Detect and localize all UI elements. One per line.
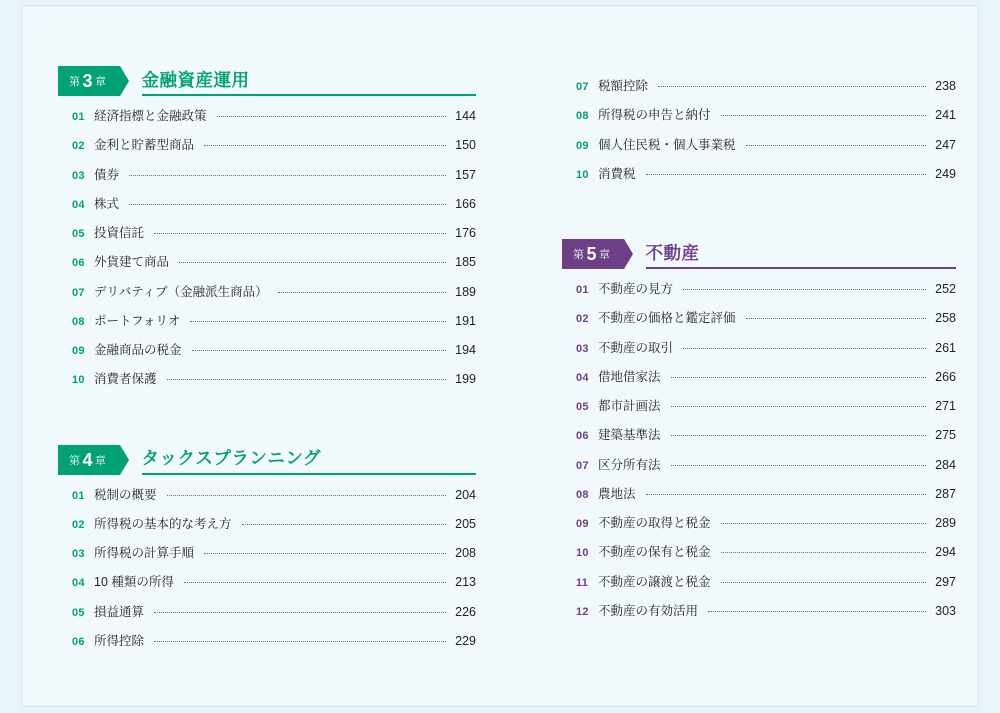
toc-entry[interactable] bbox=[576, 400, 956, 414]
toc-entry-number: 09 bbox=[576, 139, 589, 152]
toc-entry[interactable] bbox=[576, 342, 956, 356]
toc-entry-title: 建築基準法 bbox=[598, 428, 661, 443]
toc-entry-number: 07 bbox=[72, 286, 85, 299]
toc-entry-number: 02 bbox=[72, 518, 85, 531]
toc-entry-leader-dots bbox=[204, 145, 446, 146]
toc-entry-page-number: 252 bbox=[935, 282, 956, 296]
toc-entry-leader-dots bbox=[278, 292, 446, 293]
toc-entry-page-number: 208 bbox=[455, 546, 476, 560]
toc-entry-page-number: 247 bbox=[935, 137, 956, 152]
chapter-header bbox=[562, 239, 956, 269]
toc-entry[interactable] bbox=[72, 286, 476, 300]
toc-entry-page-number: 297 bbox=[935, 574, 956, 589]
toc-entry-number: 03 bbox=[72, 169, 85, 182]
toc-entry-number: 03 bbox=[576, 342, 589, 355]
chapter-entry-list bbox=[58, 110, 476, 387]
toc-entry-number: 07 bbox=[576, 459, 589, 472]
toc-entry[interactable] bbox=[576, 80, 956, 94]
toc-entry-title: 都市計画法 bbox=[598, 399, 661, 413]
toc-entry[interactable] bbox=[72, 227, 476, 241]
toc-entry-number: 10 bbox=[576, 547, 589, 560]
toc-entry-title: 消費者保護 bbox=[94, 372, 157, 387]
toc-entry-leader-dots bbox=[167, 495, 446, 496]
toc-entry[interactable] bbox=[576, 429, 956, 443]
chapter-title-wrap bbox=[142, 445, 476, 475]
toc-entry-leader-dots bbox=[167, 379, 446, 380]
toc-entry[interactable] bbox=[72, 635, 476, 649]
toc-entry[interactable] bbox=[576, 109, 956, 123]
toc-entry-number: 10 bbox=[576, 168, 589, 181]
chapter-title: タックスプランニング bbox=[141, 448, 321, 469]
toc-entry-leader-dots bbox=[721, 582, 926, 583]
toc-entry-number: 04 bbox=[576, 371, 589, 384]
toc-entry-leader-dots bbox=[179, 262, 446, 263]
toc-entry-page-number: 258 bbox=[935, 311, 956, 326]
toc-entry-title: デリバティブ（金融派生商品） bbox=[94, 284, 268, 299]
toc-entry-title: 借地借家法 bbox=[598, 369, 661, 384]
toc-entry[interactable] bbox=[576, 459, 956, 473]
toc-entry-title: ポートフォリオ bbox=[94, 313, 181, 328]
toc-entry-page-number: 275 bbox=[935, 428, 956, 443]
toc-entry-page-number: 150 bbox=[455, 138, 476, 153]
toc-entry-number: 02 bbox=[72, 140, 85, 153]
toc-entry-leader-dots bbox=[242, 524, 446, 525]
toc-entry-page-number: 303 bbox=[935, 603, 956, 618]
toc-entry-page-number: 204 bbox=[455, 487, 476, 502]
toc-entry-leader-dots bbox=[646, 494, 926, 495]
toc-entry-title: 投資信託 bbox=[94, 226, 145, 240]
toc-entry-page-number: 284 bbox=[935, 457, 956, 472]
toc-entry-number: 04 bbox=[72, 577, 85, 590]
chapter-header bbox=[58, 445, 476, 475]
toc-entry-page-number: 194 bbox=[455, 343, 476, 357]
toc-entry-page-number: 157 bbox=[455, 167, 476, 182]
chapter-number-tag bbox=[58, 66, 120, 96]
toc-entry-leader-dots bbox=[154, 612, 446, 613]
chapter-suffix-label: 章 bbox=[599, 249, 611, 261]
toc-entry-title: 不動産の保有と税金 bbox=[598, 545, 711, 560]
chapter-block bbox=[562, 239, 956, 619]
toc-entry[interactable] bbox=[72, 576, 476, 590]
toc-entry-title: 個人住民税・個人事業税 bbox=[598, 137, 736, 152]
toc-entry-title: 株式 bbox=[94, 196, 120, 211]
toc-entry-page-number: 144 bbox=[455, 109, 476, 123]
chapter-number-tag bbox=[58, 445, 120, 475]
toc-entry-title: 債券 bbox=[94, 167, 120, 182]
toc-entry-number: 01 bbox=[576, 284, 589, 296]
toc-entry-leader-dots bbox=[746, 318, 926, 319]
toc-entry[interactable] bbox=[576, 605, 956, 619]
toc-entry[interactable] bbox=[72, 606, 476, 620]
toc-entry-title: 不動産の譲渡と税金 bbox=[598, 574, 711, 589]
toc-entry-page-number: 294 bbox=[935, 545, 956, 560]
toc-entry-page-number: 166 bbox=[455, 196, 476, 211]
toc-entry-page-number: 176 bbox=[455, 226, 476, 240]
toc-entry-number: 07 bbox=[576, 81, 589, 93]
toc-entry[interactable] bbox=[72, 256, 476, 270]
toc-entry-title: 税額控除 bbox=[598, 79, 649, 93]
toc-entry-title: 不動産の取引 bbox=[598, 340, 674, 355]
book-page bbox=[22, 6, 978, 706]
toc-entry-page-number: 238 bbox=[935, 79, 956, 93]
chapter-title-wrap bbox=[142, 66, 476, 96]
toc-entry-page-number: 189 bbox=[455, 284, 476, 299]
toc-entry[interactable] bbox=[576, 283, 956, 297]
toc-entry-leader-dots bbox=[154, 233, 446, 234]
toc-entry-page-number: 287 bbox=[935, 486, 956, 501]
toc-entry-leader-dots bbox=[671, 435, 926, 436]
toc-entry-title: 金融商品の税金 bbox=[94, 343, 182, 357]
toc-entry-leader-dots bbox=[708, 611, 926, 612]
toc-entry-leader-dots bbox=[129, 175, 446, 176]
toc-entry-title: 所得控除 bbox=[94, 633, 145, 648]
toc-entry-leader-dots bbox=[721, 552, 926, 553]
toc-entry-page-number: 289 bbox=[935, 516, 956, 530]
toc-entry[interactable] bbox=[576, 312, 956, 326]
chapter-underline bbox=[646, 267, 956, 269]
toc-entry-number: 08 bbox=[576, 488, 589, 501]
toc-entry-title: 経済指標と金融政策 bbox=[94, 109, 207, 123]
toc-entry-number: 05 bbox=[72, 606, 85, 619]
toc-entry-title: 消費税 bbox=[598, 166, 636, 181]
toc-entry-leader-dots bbox=[192, 350, 446, 351]
toc-entry-number: 04 bbox=[72, 198, 85, 211]
toc-entry[interactable] bbox=[72, 198, 476, 212]
toc-entry-page-number: 271 bbox=[935, 399, 956, 413]
toc-entry-number: 09 bbox=[576, 518, 589, 530]
toc-entry-title: 区分所有法 bbox=[598, 457, 661, 472]
chapter-entry-list bbox=[58, 489, 476, 649]
toc-entry-number: 02 bbox=[576, 313, 589, 326]
toc-entry-title: 不動産の取得と税金 bbox=[598, 516, 711, 530]
toc-entry[interactable] bbox=[72, 489, 476, 503]
toc-entry-leader-dots bbox=[671, 465, 926, 466]
toc-entry-page-number: 185 bbox=[455, 255, 476, 270]
chapter-entry-list bbox=[562, 80, 956, 182]
toc-entry[interactable] bbox=[576, 546, 956, 560]
chapter-spacer bbox=[562, 197, 956, 221]
toc-entry[interactable] bbox=[576, 168, 956, 182]
chapter-title-wrap bbox=[646, 239, 956, 269]
chapter-suffix-label: 章 bbox=[95, 76, 107, 88]
toc-entry-title: 不動産の価格と鑑定評価 bbox=[598, 311, 736, 326]
toc-entry-leader-dots bbox=[658, 86, 926, 87]
toc-entry[interactable] bbox=[72, 518, 476, 532]
chapter-block bbox=[58, 66, 476, 427]
chapter-number: 4 bbox=[82, 449, 94, 470]
toc-entry-page-number: 199 bbox=[455, 372, 476, 387]
chapter-number-tag bbox=[562, 239, 624, 269]
toc-entry-leader-dots bbox=[671, 406, 926, 407]
toc-entry[interactable] bbox=[576, 576, 956, 590]
chapter-continued bbox=[562, 80, 956, 221]
toc-entry-leader-dots bbox=[683, 348, 926, 349]
toc-entry-number: 01 bbox=[72, 489, 85, 502]
toc-entry-title: 農地法 bbox=[598, 486, 636, 501]
chapter-prefix-label: 第 bbox=[573, 249, 585, 261]
toc-entry-leader-dots bbox=[683, 289, 926, 290]
chapter-header bbox=[58, 66, 476, 96]
chapter-underline bbox=[142, 94, 476, 96]
chapter-prefix-label: 第 bbox=[69, 454, 81, 467]
toc-entry-title: 所得税の計算手順 bbox=[94, 546, 195, 560]
toc-entry[interactable] bbox=[72, 110, 476, 124]
toc-entry[interactable] bbox=[72, 344, 476, 358]
toc-entry[interactable] bbox=[576, 488, 956, 502]
toc-entry[interactable] bbox=[72, 139, 476, 153]
toc-entry-leader-dots bbox=[190, 321, 446, 322]
toc-entry-number: 12 bbox=[576, 605, 589, 618]
toc-entry-leader-dots bbox=[154, 641, 446, 642]
toc-entry-page-number: 266 bbox=[935, 369, 956, 384]
chapter-number: 5 bbox=[586, 244, 598, 264]
toc-entry-title: 不動産の有効活用 bbox=[598, 603, 699, 618]
toc-entry[interactable] bbox=[72, 547, 476, 561]
toc-entry-number: 06 bbox=[72, 257, 85, 270]
chapter-prefix-label: 第 bbox=[69, 76, 81, 88]
toc-entry-leader-dots bbox=[184, 582, 446, 583]
left-column bbox=[22, 6, 500, 706]
toc-entry-leader-dots bbox=[746, 145, 926, 146]
toc-columns bbox=[22, 6, 978, 706]
toc-entry-title: 金利と貯蓄型商品 bbox=[94, 138, 195, 153]
toc-entry-leader-dots bbox=[129, 204, 446, 205]
toc-entry-number: 03 bbox=[72, 548, 85, 560]
chapter-spacer bbox=[58, 403, 476, 427]
toc-entry-number: 08 bbox=[576, 110, 589, 123]
toc-entry-leader-dots bbox=[204, 553, 446, 554]
toc-entry-leader-dots bbox=[646, 174, 926, 175]
toc-entry-page-number: 229 bbox=[455, 633, 476, 648]
toc-entry[interactable] bbox=[72, 373, 476, 387]
toc-entry-page-number: 191 bbox=[455, 313, 476, 328]
chapter-suffix-label: 章 bbox=[95, 454, 107, 467]
right-column bbox=[500, 6, 978, 706]
toc-entry-title: 不動産の見方 bbox=[598, 282, 674, 296]
toc-entry-number: 05 bbox=[72, 228, 85, 240]
toc-entry-title: 外貨建て商品 bbox=[94, 255, 170, 270]
toc-entry-number: 11 bbox=[576, 576, 589, 589]
toc-entry-title: 所得税の申告と納付 bbox=[598, 108, 711, 123]
chapter-entry-list bbox=[562, 283, 956, 619]
chapter-underline bbox=[142, 473, 476, 475]
toc-entry-number: 05 bbox=[576, 401, 589, 413]
toc-entry[interactable] bbox=[576, 139, 956, 153]
chapter-number: 3 bbox=[82, 71, 94, 91]
toc-entry[interactable] bbox=[576, 371, 956, 385]
toc-entry-number: 06 bbox=[576, 430, 589, 443]
toc-entry-number: 09 bbox=[72, 345, 85, 357]
toc-entry-title: 損益通算 bbox=[94, 604, 145, 619]
toc-entry-number: 08 bbox=[72, 315, 85, 328]
toc-entry-title: 税制の概要 bbox=[94, 487, 157, 502]
toc-entry-page-number: 249 bbox=[935, 166, 956, 181]
toc-entry-number: 06 bbox=[72, 635, 85, 648]
toc-entry[interactable] bbox=[72, 169, 476, 183]
toc-entry-page-number: 205 bbox=[455, 516, 476, 531]
chapter-title: 金融資産運用 bbox=[141, 69, 250, 90]
toc-entry-number: 10 bbox=[72, 374, 85, 387]
toc-entry-page-number: 226 bbox=[455, 604, 476, 619]
chapter-title: 不動産 bbox=[645, 242, 700, 263]
toc-entry-title: 所得税の基本的な考え方 bbox=[94, 516, 232, 531]
toc-entry-number: 01 bbox=[72, 111, 85, 123]
toc-entry-leader-dots bbox=[721, 523, 926, 524]
toc-entry-leader-dots bbox=[671, 377, 926, 378]
toc-entry-leader-dots bbox=[721, 115, 926, 116]
toc-entry-leader-dots bbox=[217, 116, 446, 117]
toc-entry[interactable] bbox=[72, 315, 476, 329]
toc-entry-page-number: 213 bbox=[455, 575, 476, 590]
chapter-block bbox=[58, 445, 476, 649]
toc-entry-page-number: 261 bbox=[935, 340, 956, 355]
toc-entry-title: 10 種類の所得 bbox=[94, 575, 174, 590]
toc-entry-page-number: 241 bbox=[935, 108, 956, 123]
toc-entry[interactable] bbox=[576, 517, 956, 531]
